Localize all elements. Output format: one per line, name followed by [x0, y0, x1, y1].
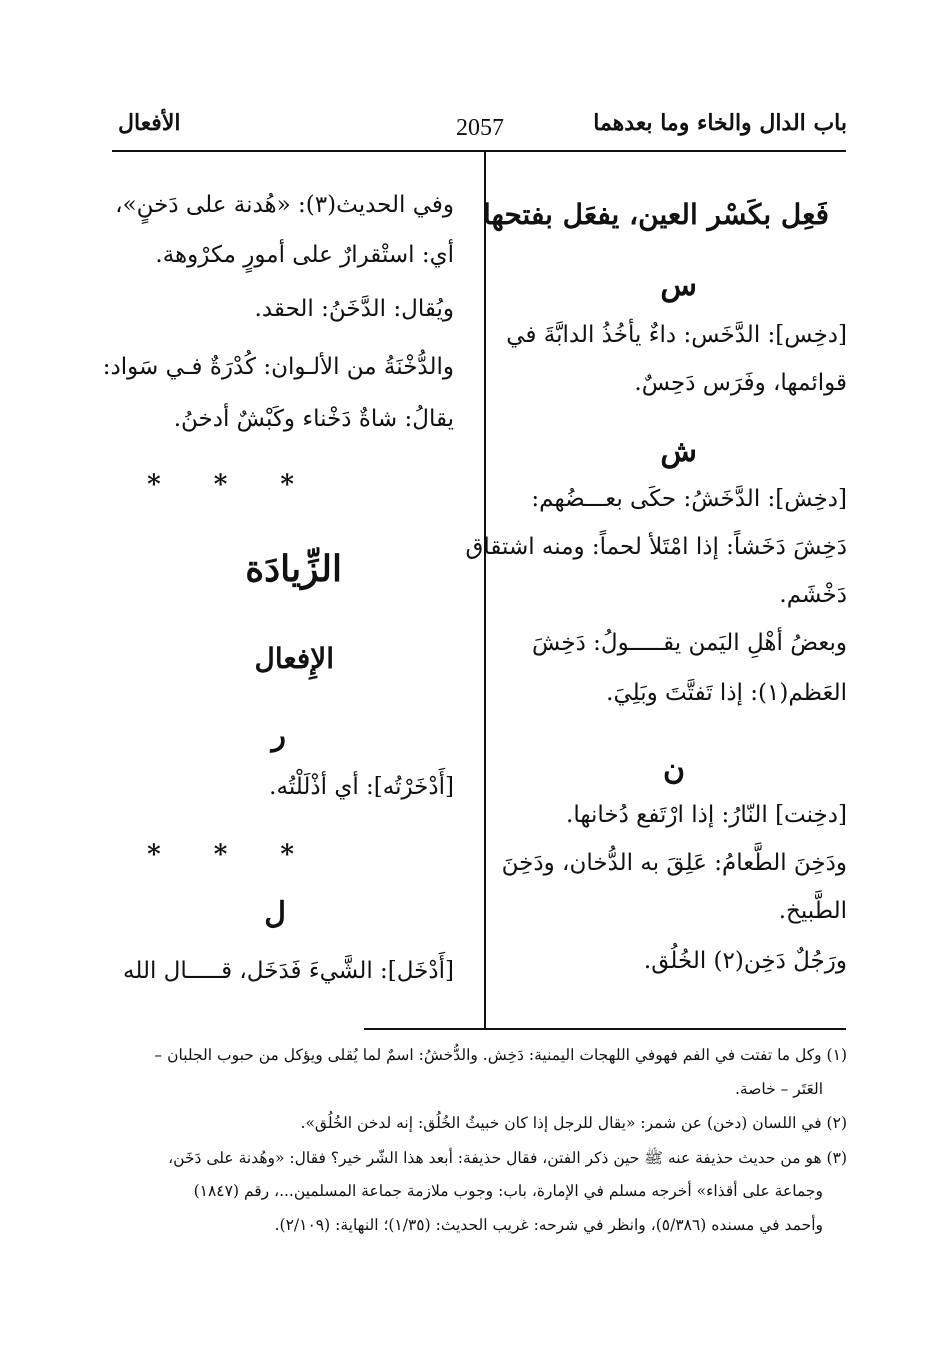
header-rule — [112, 150, 846, 152]
footnote-rule — [364, 1028, 846, 1030]
entry-line: دَخْشَم. — [779, 582, 847, 608]
subsection-title-ifal: الإِفعال — [254, 642, 334, 675]
footnote-line: وأحمد في مسنده (٥/٣٨٦)، وانظر في شرحه: غريب الحديث: (١/٣٥)؛ النهاية: (٢/١٠٩). — [274, 1216, 823, 1234]
entry-line: [أَدْخَرْتُه]: أي أذْلَلْتُه. — [269, 774, 454, 800]
entry-line: أي: استْقرارٌ على أمورٍ مكرْوهة. — [155, 242, 454, 268]
letter-heading-shin: ش — [660, 434, 697, 469]
entry-line: والدُّخْنَةُ من الألـوان: كُدْرَةٌ فـي سَواد: — [102, 354, 454, 380]
footnote-line: العَتَر – خاصة. — [734, 1080, 823, 1098]
footnote-line: (٢) في اللسان (دخن) عن شمر: «يقال للرجل إذا كان خبيثُ الخُلُق: إنه لدخن الخُلُق». — [300, 1114, 847, 1132]
entry-line: ويُقال: الدَّخَنُ: الحقد. — [254, 296, 454, 322]
running-header-left: الأفعال — [118, 110, 181, 136]
entry-line: ورَجُلٌ دَخِن(٢) الخُلُق. — [643, 948, 847, 974]
page-number: 2057 — [456, 115, 504, 141]
entry-line: [دخِنت] النّارُ: إذا ارْتَفع دُخانها. — [566, 802, 847, 828]
section-title: فَعِل بكَسْر العين، يفعَل بفتحها — [483, 198, 829, 231]
column-divider — [484, 150, 486, 1028]
entry-line: [دخِش]: الدَّخَشُ: حكَى بعـــضُهم: — [531, 486, 847, 512]
footnote-line: (١) وكل ما تفتت في الفم فهوفي اللهجات اليمنية: دَخِش. والدُّخشُ: اسمٌ لما يُقلى ويؤكل من حبوب الجلبان – — [154, 1046, 847, 1064]
section-separator: * * * — [147, 470, 316, 500]
entry-line: قوائمها، وفَرَس دَحِسٌ. — [634, 370, 847, 396]
footnote-line: وجماعة على أقذاء» أخرجه مسلم في الإمارة، باب: وجوب ملازمة جماعة المسلمين...، رقم (١٨٤٧) — [193, 1182, 823, 1200]
entry-line: ودَخِنَ الطَّعامُ: عَلِقَ به الدُّخان، ودَخِنَ — [501, 850, 847, 876]
letter-heading-ra: ر — [271, 718, 286, 753]
letter-heading-sin: س — [660, 268, 697, 303]
section-title-ziyada: الزِّيادَة — [245, 548, 342, 590]
running-header-right: باب الدال والخاء وما بعدهما — [593, 110, 847, 136]
footnote-line: (٣) هو من حديث حذيفة عنه ﷺ حين ذكر الفتن، فقال حذيفة: أبعد هذا الشّر خير؟ فقال: «وهُدنة على دَخَن، — [168, 1149, 847, 1167]
entry-line: الطَّبيخ. — [778, 898, 847, 924]
entry-line: العَظم(١): إذا تَفتَّتَ وبَلِيَ. — [606, 680, 847, 706]
entry-line: وفي الحديث(٣): «هُدنة على دَخنٍ»، — [115, 192, 454, 218]
entry-line: دَخِشَ دَخَشاً: إذا امْتَلأ لحماً: ومنه اشتقاق — [465, 534, 847, 560]
entry-line: [دخِس]: الدَّخَس: داءٌ يأخُذُ الدابَّةَ في — [506, 322, 847, 348]
letter-heading-nun: ن — [662, 752, 685, 787]
entry-line: [أَدْخَل]: الشَّيءَ فَدَخَل، قـــــال الله — [123, 958, 454, 984]
letter-heading-lam: ل — [264, 896, 286, 931]
entry-line: وبعضُ أهْلِ اليَمن يقـــــولُ: دَخِشَ — [532, 630, 847, 656]
entry-line: يقالُ: شاةٌ دَخْناء وكَبْشٌ أدخنُ. — [173, 406, 454, 432]
section-separator: * * * — [147, 840, 316, 870]
